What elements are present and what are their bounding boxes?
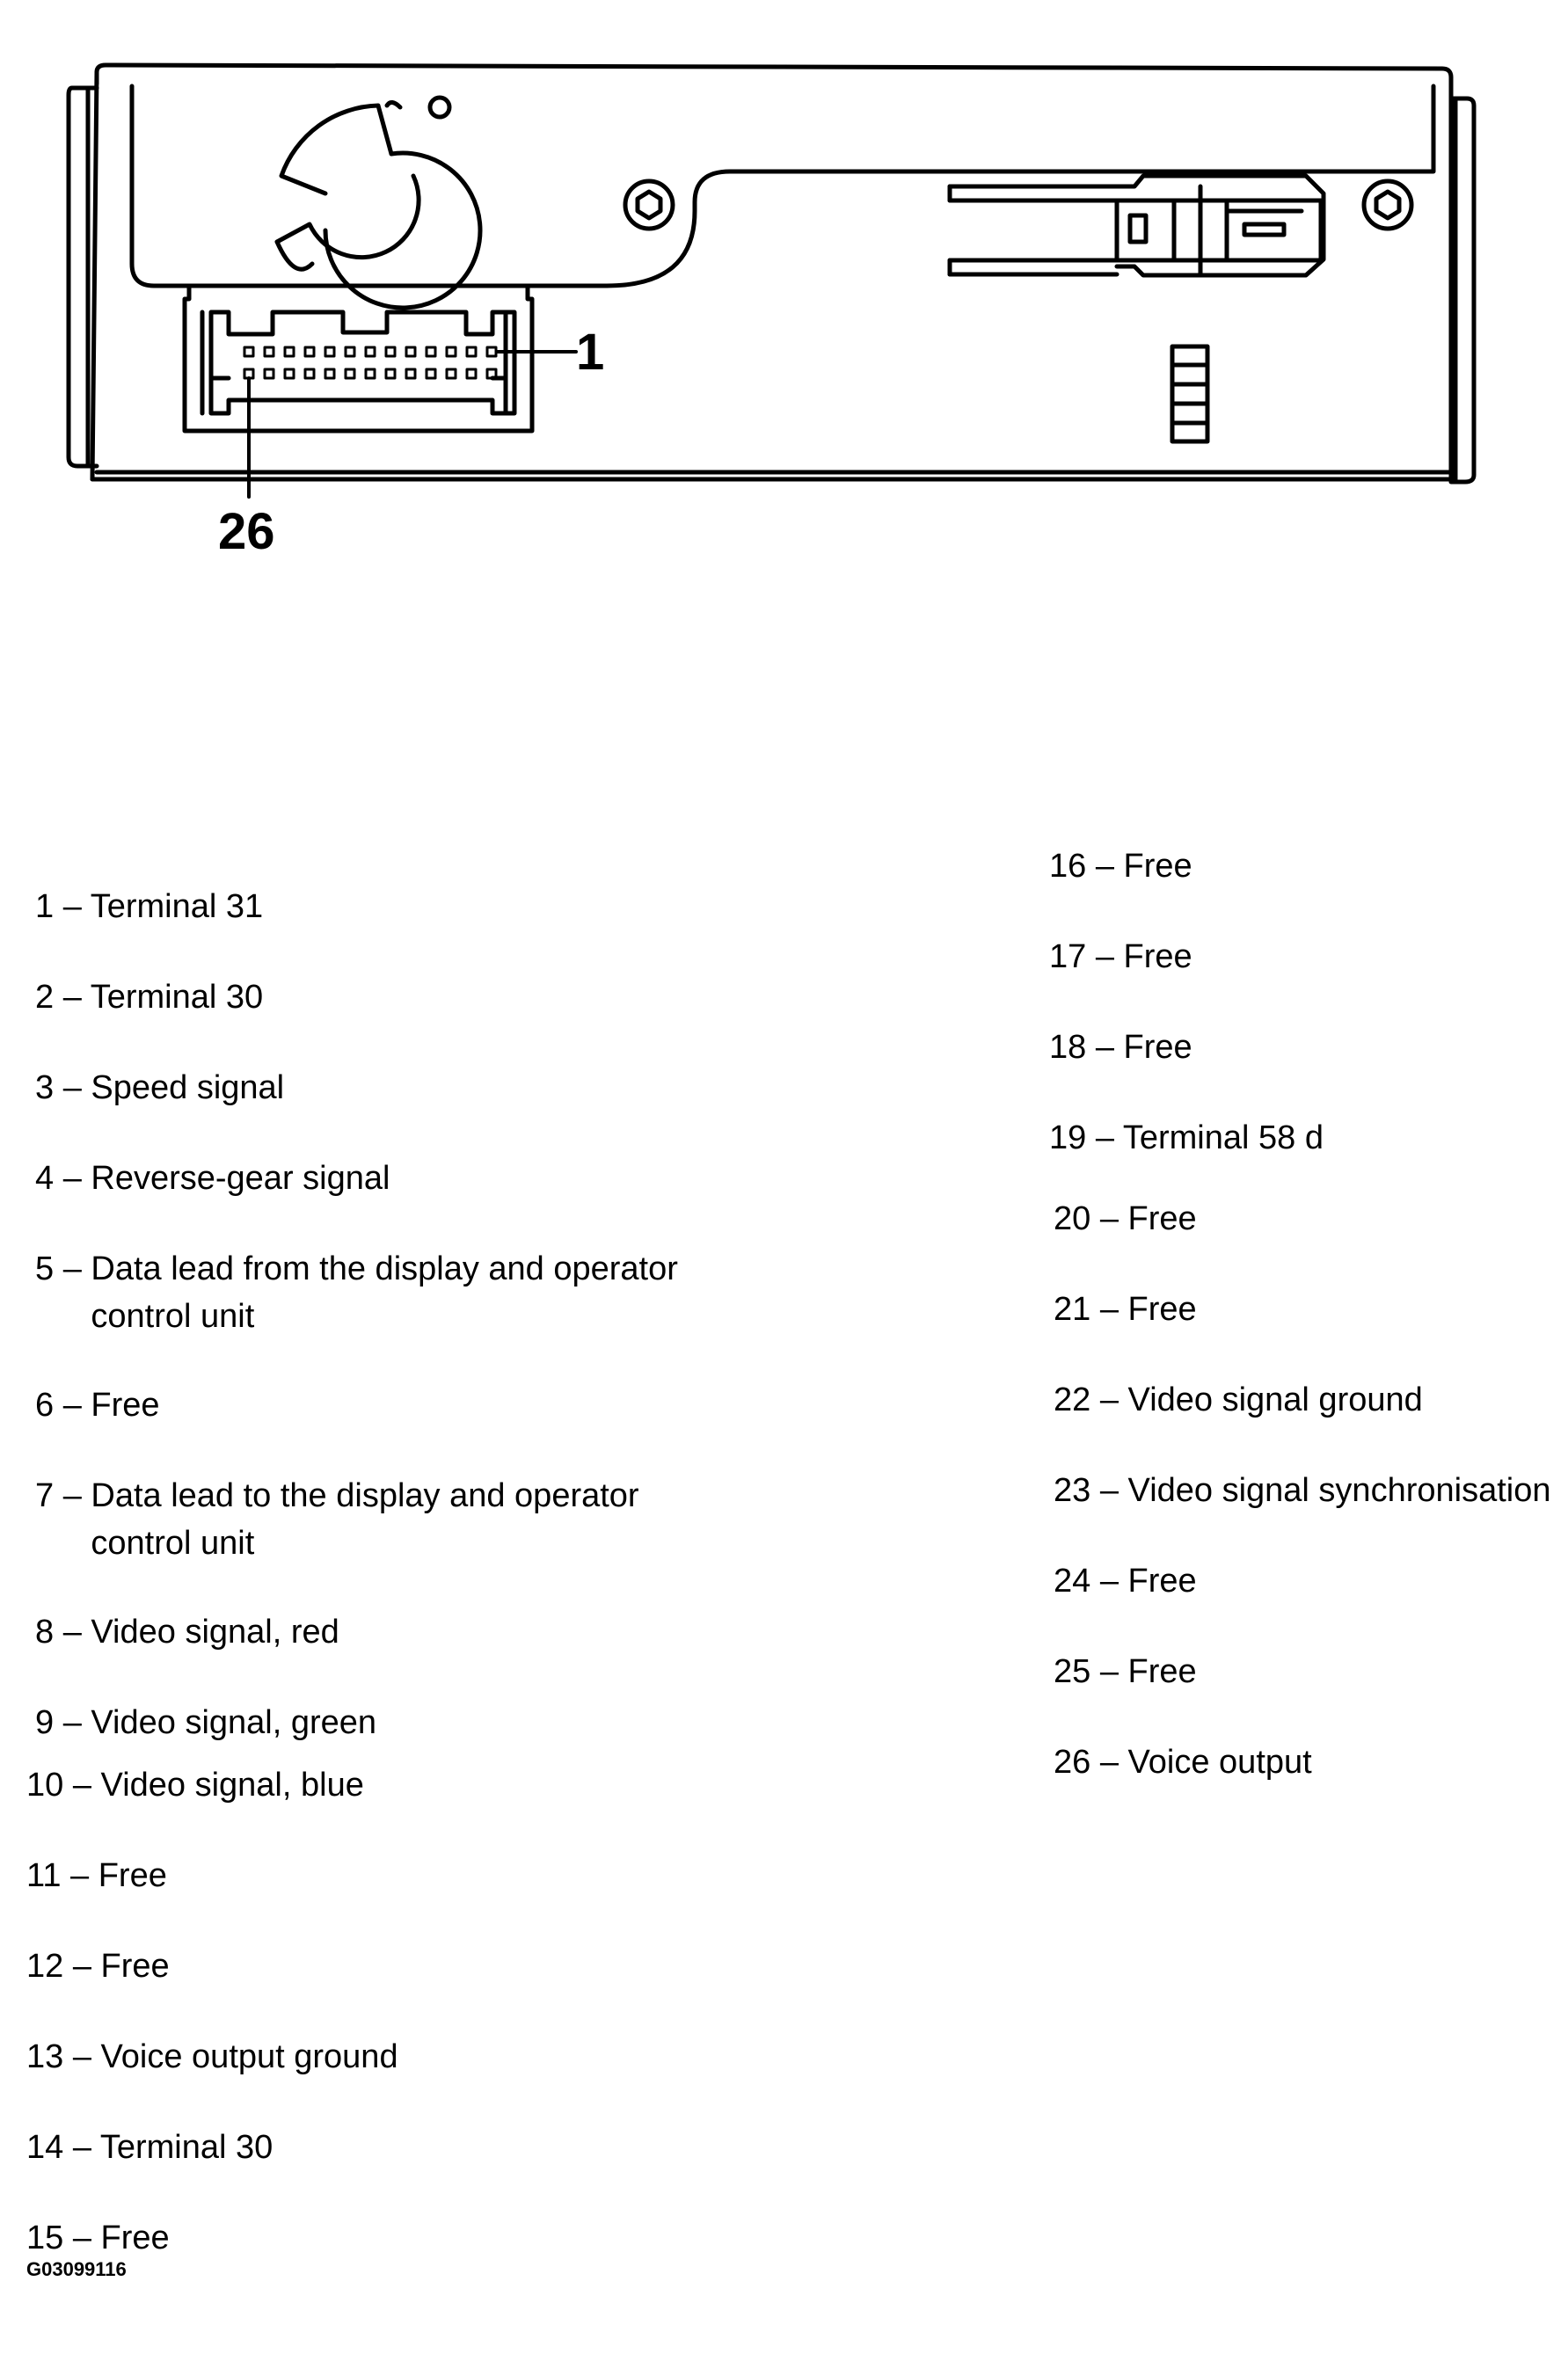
pin-description: Video signal, green	[91, 1704, 377, 1741]
pin-row: 16 – Free	[1049, 848, 1192, 885]
pin-description: Free	[100, 2220, 170, 2256]
pin-description: Voice output ground	[100, 2038, 398, 2075]
pin-description: Free	[1127, 1291, 1197, 1328]
pin-row: 2 – Terminal 30	[35, 979, 264, 1016]
pin-number: 13	[26, 2038, 64, 2075]
pin-number: 25	[1054, 1653, 1091, 1690]
pin-number: 8	[35, 1614, 55, 1651]
pin-description: Free	[91, 1387, 160, 1424]
pin-description: Video signal, red	[91, 1614, 339, 1651]
pin-description-cont: control unit	[91, 1298, 255, 1335]
pin-row: 17 – Free	[1049, 938, 1192, 975]
pin-number: 2	[35, 979, 55, 1016]
pin-number: 5	[35, 1250, 55, 1287]
pin-row: 14 – Terminal 30	[26, 2129, 273, 2166]
recessed-panel	[132, 86, 1433, 286]
pin-row: 10 – Video signal, blue	[26, 1767, 364, 1804]
pin-description: Free	[1123, 1029, 1192, 1066]
pin-number: 6	[35, 1387, 55, 1424]
pin-number: 9	[35, 1704, 55, 1741]
pin-row: 11 – Free	[26, 1857, 167, 1894]
pin-description: Free	[1127, 1563, 1197, 1600]
pin-number: 1	[35, 888, 55, 925]
pin-description: Terminal 30	[90, 979, 264, 1016]
callout-pin-1: 1	[576, 324, 605, 381]
pin-description: Video signal ground	[1127, 1381, 1423, 1418]
pin-description: Terminal 58 d	[1122, 1119, 1324, 1156]
pin-row: 18 – Free	[1049, 1029, 1192, 1066]
fan-icon	[277, 98, 480, 308]
pin-description: Video signal synchronisation	[1127, 1472, 1551, 1509]
pin-number: 18	[1049, 1029, 1087, 1066]
pin-number: 24	[1054, 1563, 1091, 1600]
pin-row: 1 – Terminal 31	[35, 888, 264, 925]
pin-number: 3	[35, 1069, 55, 1106]
screw-icon-left	[625, 181, 673, 229]
pin-description: Video signal, blue	[100, 1767, 364, 1804]
vent-slots	[1172, 346, 1207, 441]
pin-row: 20 – Free	[1054, 1200, 1197, 1237]
pin-description: Free	[1127, 1653, 1197, 1690]
pin-number: 22	[1054, 1381, 1091, 1418]
pin-row: 5 – Data lead from the display and operator control unit	[35, 1250, 678, 1335]
pin-number: 20	[1054, 1200, 1091, 1237]
pin-number: 12	[26, 1948, 64, 1985]
pin-row: 26 – Voice output	[1054, 1744, 1312, 1781]
pin-row: 8 – Video signal, red	[35, 1614, 339, 1651]
pin-number: 17	[1049, 938, 1087, 975]
pin-row: 13 – Voice output ground	[26, 2038, 398, 2075]
pin-description: Terminal 30	[99, 2129, 273, 2166]
pin-number: 10	[26, 1767, 64, 1804]
pin-number: 15	[26, 2220, 64, 2256]
pin-description: Terminal 31	[90, 888, 264, 925]
pin-row: 12 – Free	[26, 1948, 170, 1985]
pin-row: 9 – Video signal, green	[35, 1704, 377, 1741]
pin-description: Free	[98, 1857, 167, 1894]
pin-description: Data lead from the display and operator	[91, 1250, 678, 1287]
pin-description: Speed signal	[91, 1069, 285, 1106]
pin-description: Free	[1127, 1200, 1197, 1237]
pin-number: 21	[1054, 1291, 1091, 1328]
pin-row: 22 – Video signal ground	[1054, 1381, 1423, 1418]
pin-row: 24 – Free	[1054, 1563, 1197, 1600]
pin-description: Free	[1123, 938, 1192, 975]
callout-pin-26: 26	[218, 503, 275, 560]
pin-number: 16	[1049, 848, 1087, 885]
pin-row: 25 – Free	[1054, 1653, 1197, 1690]
pin-row: 4 – Reverse-gear signal	[35, 1160, 390, 1197]
pin-number: 7	[35, 1477, 55, 1514]
pin-number: 11	[26, 1857, 62, 1894]
pin-number: 14	[26, 2129, 64, 2166]
pin-description: Voice output	[1127, 1744, 1312, 1781]
latch-connector-icon	[950, 176, 1324, 275]
pin-number: 4	[35, 1160, 55, 1197]
pin-description-cont: control unit	[91, 1525, 255, 1562]
pin-row: 15 – Free	[26, 2220, 170, 2256]
pin-row: 19 – Terminal 58 d	[1049, 1119, 1324, 1156]
pin-description: Free	[1123, 848, 1192, 885]
pin-description: Reverse-gear signal	[91, 1160, 390, 1197]
pin-number: 19	[1049, 1119, 1087, 1156]
pin-number: 26	[1054, 1744, 1091, 1781]
screw-icon-right	[1364, 181, 1411, 229]
pin-description: Free	[100, 1948, 170, 1985]
pin-row: 21 – Free	[1054, 1291, 1197, 1328]
pin-number: 23	[1054, 1472, 1091, 1509]
pin-row: 3 – Speed signal	[35, 1069, 285, 1106]
figure-code: G03099116	[26, 2258, 127, 2280]
pin-description: Data lead to the display and operator	[91, 1477, 639, 1514]
connector-26-pin	[185, 286, 532, 431]
pin-row: 6 – Free	[35, 1387, 160, 1424]
pin-row: 23 – Video signal synchronisation	[1054, 1472, 1551, 1509]
pin-row: 7 – Data lead to the display and operator control unit	[35, 1477, 639, 1562]
